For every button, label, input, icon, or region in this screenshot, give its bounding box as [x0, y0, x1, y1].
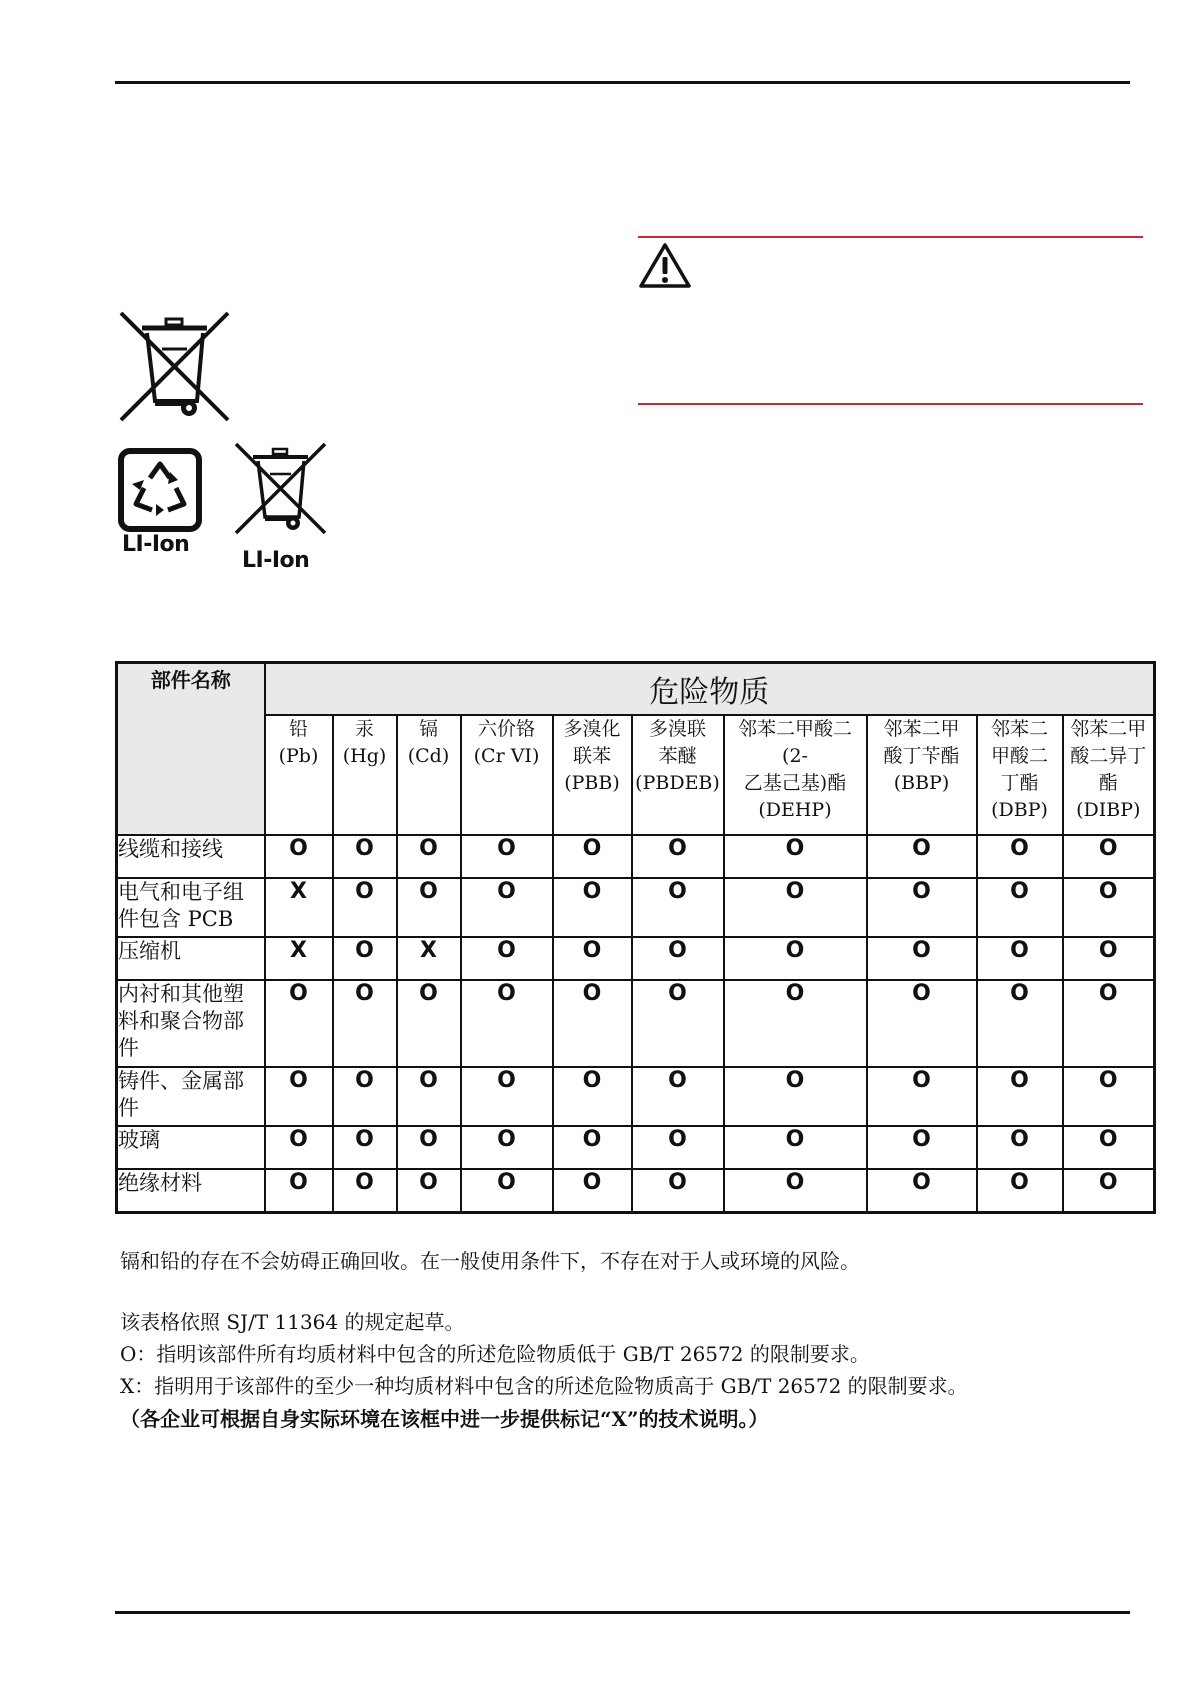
mark-cell: X — [397, 937, 461, 980]
mark-cell: O — [461, 1169, 553, 1212]
mark-cell: O — [977, 937, 1063, 980]
mark-cell: O — [1063, 1169, 1155, 1212]
mark-cell: O — [867, 1169, 977, 1212]
table-row — [117, 937, 1155, 980]
mark-cell: O — [977, 1067, 1063, 1126]
mark-cell: X — [265, 937, 333, 980]
mark-cell: O — [333, 835, 397, 878]
mark-cell: O — [461, 937, 553, 980]
mark-cell: O — [333, 1067, 397, 1126]
o-definition: O：指明该部件所有均质材料中包含的所述危险物质低于 GB/T 26572 的限制要求。 — [120, 1342, 870, 1366]
mark-cell: O — [461, 1126, 553, 1169]
substance-col-header: 汞 (Hg) — [342, 718, 387, 767]
mark-cell: O — [632, 937, 724, 980]
mark-cell: O — [461, 1067, 553, 1126]
substance-col-header: 多溴联 苯醚 (PBDEB) — [635, 718, 720, 794]
mark-cell: O — [977, 1126, 1063, 1169]
mark-cell: O — [1063, 835, 1155, 878]
mark-cell: O — [724, 1169, 867, 1212]
mark-cell: O — [977, 835, 1063, 878]
mark-cell: O — [867, 835, 977, 878]
weee-bin-icon — [117, 309, 232, 424]
mark-cell: O — [553, 835, 632, 878]
footer-rule — [115, 1611, 1130, 1614]
standard-note: 该表格依照 SJ/T 11364 的规定起草。 — [120, 1310, 465, 1334]
part-name: 玻璃 — [118, 1128, 160, 1152]
part-name: 铸件、金属部 件 — [118, 1069, 244, 1120]
mark-cell: O — [632, 878, 724, 937]
mark-cell: X — [265, 878, 333, 937]
hazardous-substances-table — [115, 661, 1156, 1214]
mark-cell: O — [632, 1126, 724, 1169]
x-definition: X：指明用于该部件的至少一种均质材料中包含的所述危险物质高于 GB/T 26572 的限制要求。 — [120, 1374, 968, 1398]
mark-cell: O — [724, 980, 867, 1067]
warning-rule-top — [638, 236, 1143, 238]
mark-cell: O — [397, 1067, 461, 1126]
mark-cell: O — [1063, 1126, 1155, 1169]
mark-cell: O — [333, 937, 397, 980]
mark-cell: O — [265, 1067, 333, 1126]
mark-cell: O — [867, 878, 977, 937]
substance-col-header: 多溴化 联苯 (PBB) — [563, 718, 621, 794]
mark-cell: O — [724, 835, 867, 878]
mark-cell: O — [397, 1126, 461, 1169]
part-name: 绝缘材料 — [118, 1171, 202, 1195]
mark-cell: O — [461, 980, 553, 1067]
part-name: 电气和电子组 件包含 PCB — [118, 880, 244, 931]
substance-col-header: 铅 (Pb) — [278, 718, 319, 767]
mark-cell: O — [1063, 937, 1155, 980]
table-row — [117, 835, 1155, 878]
substance-col-header: 六价铬 (Cr VI) — [473, 718, 540, 767]
table-row — [117, 980, 1155, 1067]
mark-cell: O — [977, 980, 1063, 1067]
mark-cell: O — [632, 1067, 724, 1126]
mark-cell: O — [397, 980, 461, 1067]
warning-icon — [638, 242, 692, 290]
recycle-statement: 镉和铅的存在不会妨碍正确回收。在一般使用条件下，不存在对于人或环境的风险。 — [120, 1249, 860, 1273]
mark-cell: O — [1063, 1067, 1155, 1126]
substance-col-header: 邻苯二甲酸二 (2- 乙基己基)酯 (DEHP) — [737, 718, 852, 821]
mark-cell: O — [333, 1169, 397, 1212]
mark-cell: O — [867, 1067, 977, 1126]
substance-col-header: 邻苯二 甲酸二 丁酯 (DBP) — [990, 718, 1048, 821]
mark-cell: O — [461, 878, 553, 937]
battery-label-bin: LI-Ion — [242, 548, 310, 573]
mark-cell: O — [265, 1126, 333, 1169]
mark-cell: O — [265, 1169, 333, 1212]
substance-col-header: 邻苯二甲 酸二异丁 酯 (DIBP) — [1070, 718, 1147, 821]
mark-cell: O — [333, 878, 397, 937]
mark-cell: O — [724, 1067, 867, 1126]
mark-cell: O — [333, 980, 397, 1067]
mark-cell: O — [724, 937, 867, 980]
weee-battery-bin-icon — [233, 441, 328, 536]
mark-cell: O — [461, 835, 553, 878]
mark-cell: O — [553, 1126, 632, 1169]
substance-col-header: 邻苯二甲 酸丁苄酯 (BBP) — [883, 718, 960, 794]
mark-cell: O — [977, 878, 1063, 937]
substance-col-header: 镉 (Cd) — [407, 718, 450, 767]
mark-cell: O — [553, 878, 632, 937]
mark-cell: O — [553, 1169, 632, 1212]
mark-cell: O — [553, 980, 632, 1067]
table-row — [117, 1169, 1155, 1212]
table-row — [117, 1067, 1155, 1126]
mark-cell: O — [867, 980, 977, 1067]
mark-cell: O — [632, 980, 724, 1067]
mark-cell: O — [265, 980, 333, 1067]
header-rule — [115, 81, 1130, 84]
part-name: 线缆和接线 — [118, 837, 223, 861]
recycle-icon — [118, 448, 202, 532]
part-name-header: 部件名称 — [117, 663, 265, 836]
part-name: 压缩机 — [118, 939, 181, 963]
mark-cell: O — [553, 937, 632, 980]
table-row — [117, 878, 1155, 937]
mark-cell: O — [977, 1169, 1063, 1212]
warning-rule-bottom — [638, 403, 1143, 405]
battery-label-recycle: LI-Ion — [122, 532, 190, 557]
hazardous-substances-header: 危险物质 — [265, 663, 1155, 716]
mark-cell: O — [867, 937, 977, 980]
mark-cell: O — [632, 1169, 724, 1212]
mark-cell: O — [553, 1067, 632, 1126]
mark-cell: O — [333, 1126, 397, 1169]
mark-cell: O — [397, 1169, 461, 1212]
company-note: （各企业可根据自身实际环境在该框中进一步提供标记“X”的技术说明。） — [120, 1407, 769, 1431]
mark-cell: O — [632, 835, 724, 878]
mark-cell: O — [724, 878, 867, 937]
mark-cell: O — [397, 835, 461, 878]
mark-cell: O — [724, 1126, 867, 1169]
mark-cell: O — [1063, 878, 1155, 937]
mark-cell: O — [265, 835, 333, 878]
part-name: 内衬和其他塑 料和聚合物部 件 — [118, 982, 244, 1060]
table-row — [117, 1126, 1155, 1169]
mark-cell: O — [867, 1126, 977, 1169]
mark-cell: O — [397, 878, 461, 937]
mark-cell: O — [1063, 980, 1155, 1067]
